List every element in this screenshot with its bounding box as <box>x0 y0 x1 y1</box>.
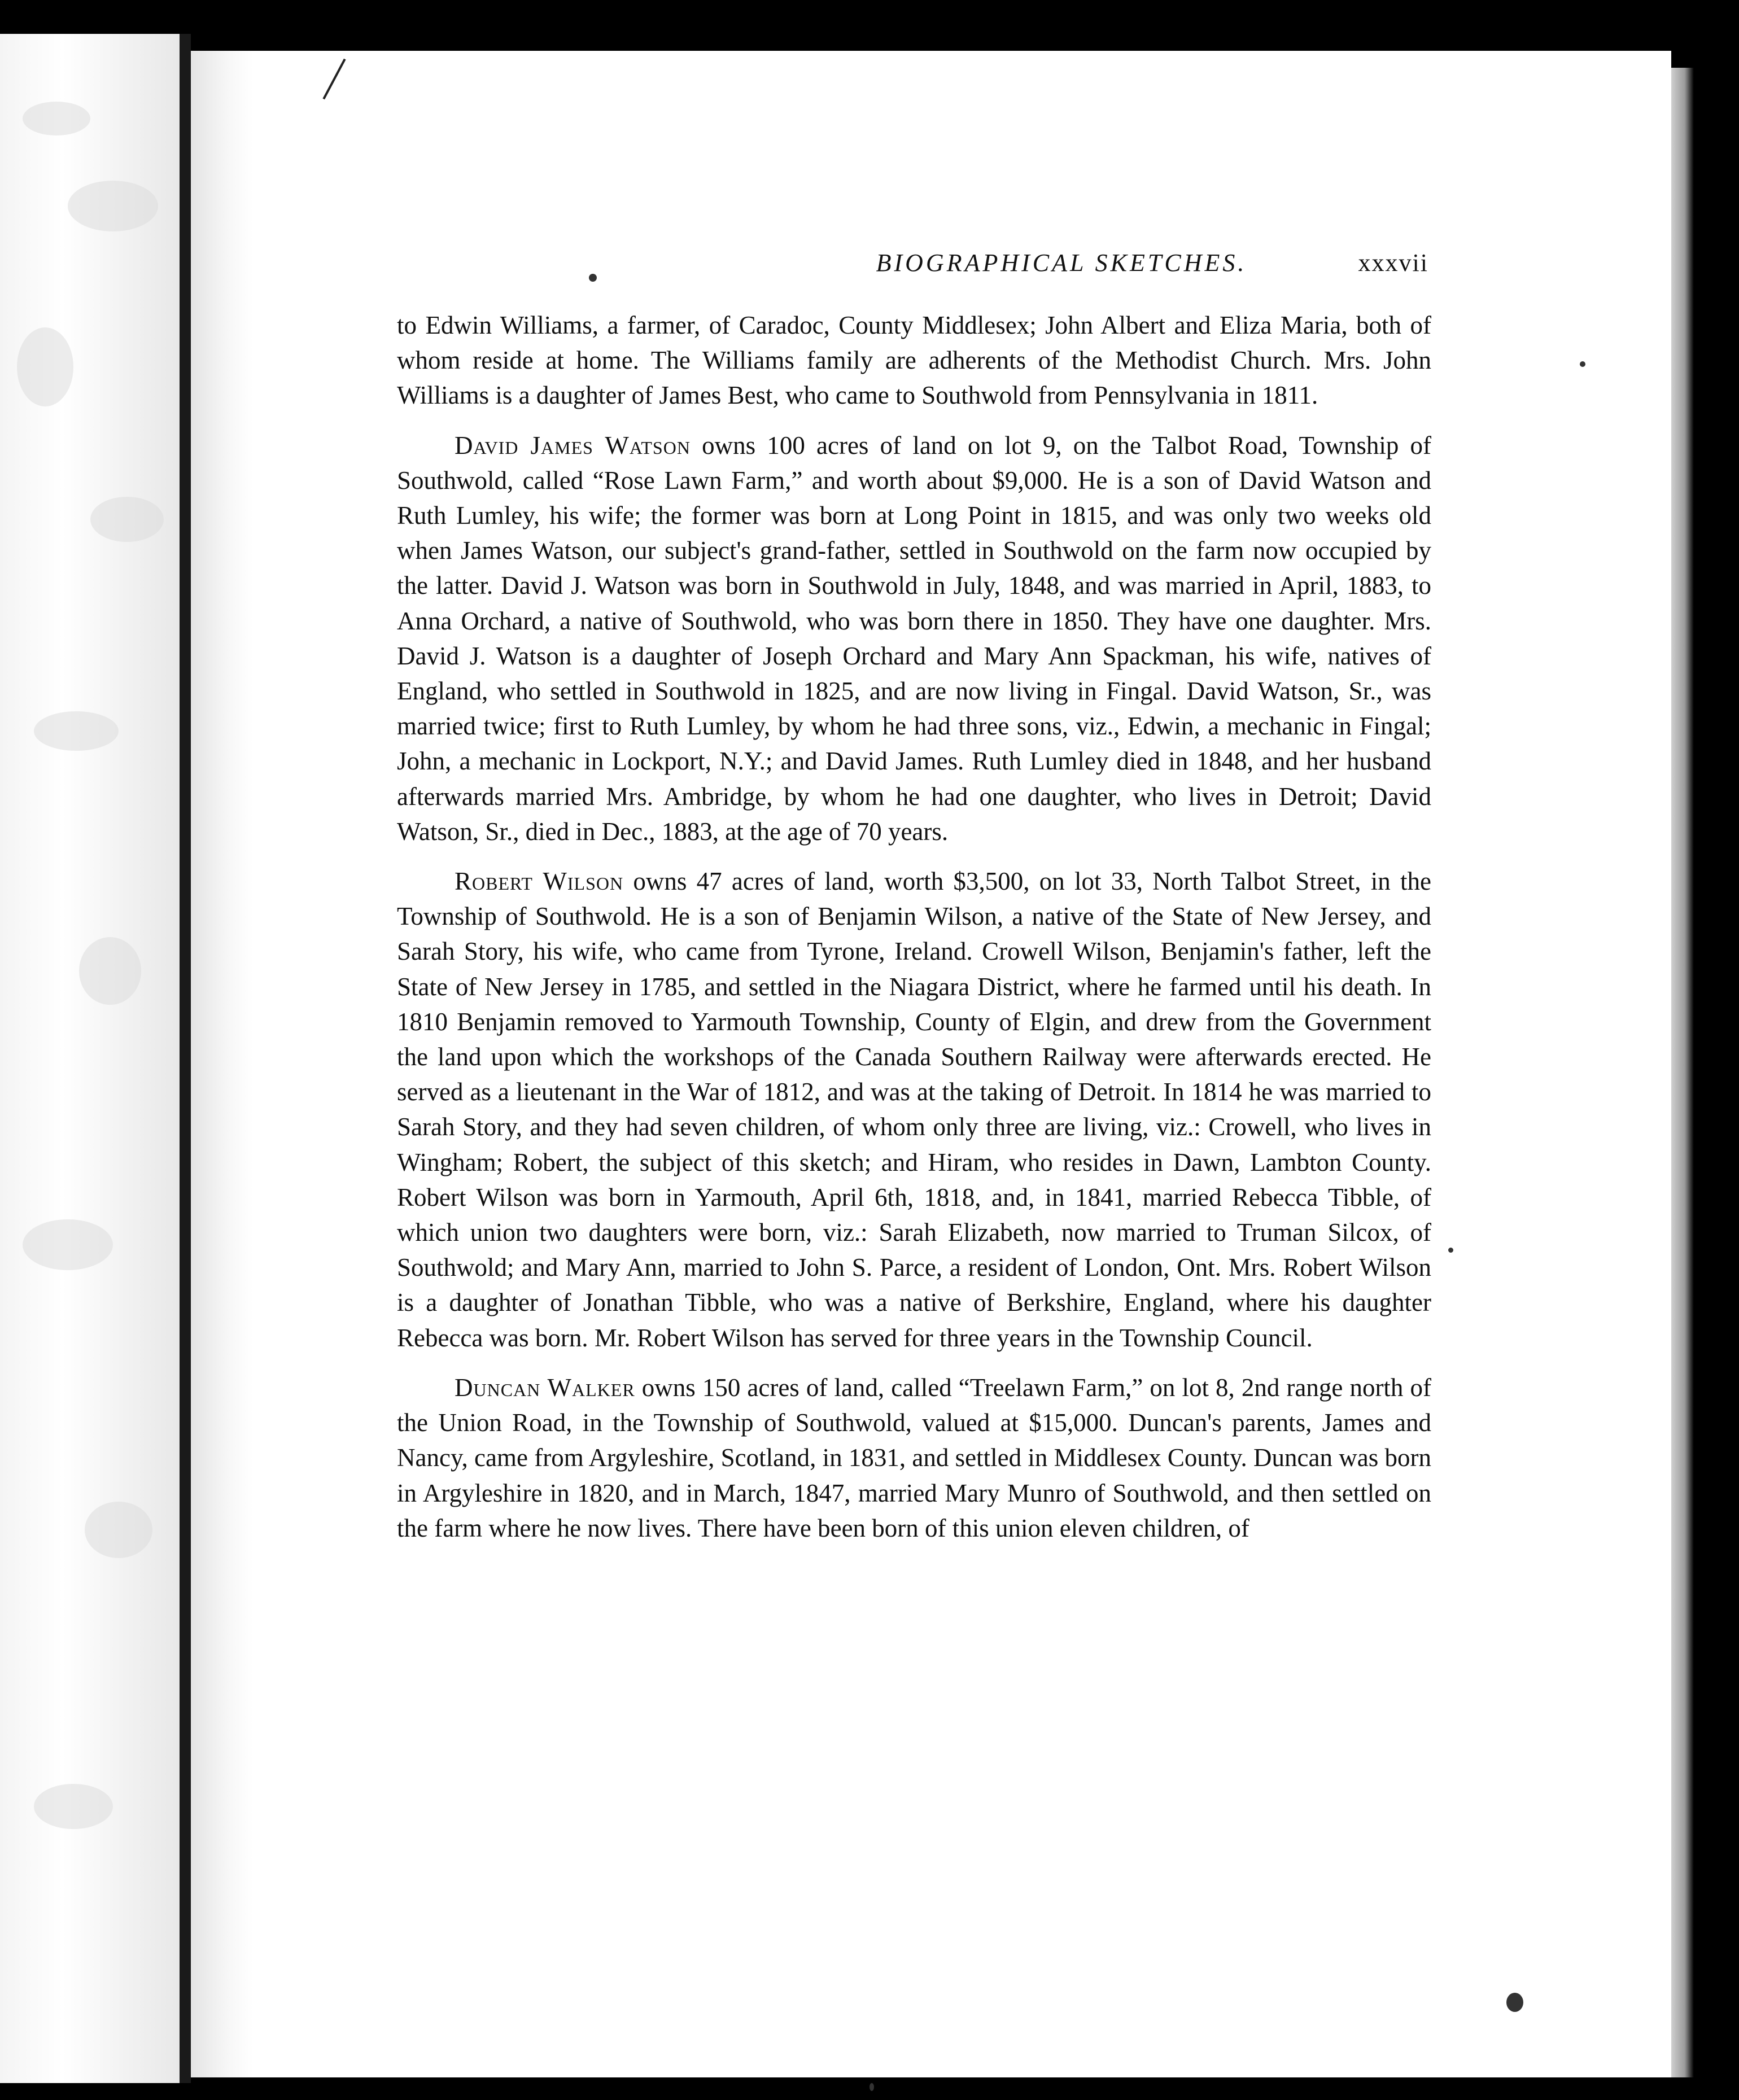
page-number: xxxvii <box>1358 249 1428 277</box>
ink-speck <box>1580 361 1585 367</box>
facing-page-margin <box>0 34 180 2083</box>
ink-speck <box>589 274 597 282</box>
paragraph-david-james-watson <box>397 428 1431 849</box>
ink-speck <box>869 2083 874 2091</box>
body-text <box>397 308 1431 1546</box>
paragraph-text: owns 100 acres of land on lot 9, on the Talbot Road, Township of Southwold, called “Rose Lawn Farm,” and worth about $9,000. He is a son of David Watson and Ruth Lumley, his wife; the former was born at Long Point in 1815, and was only two weeks old when James Watson, our subject's grand-father, settled in Southwold on the farm now occupied by the latter. David J. Watson was born in Southwold in July, 1848, and was married in April, 1883, to Anna Orchard, a native of Southwold, who was born there in 1850. They have one daughter. Mrs. David J. Watson is a daughter of Joseph Orchard and Mary Ann Spackman, his wife, natives of England, who settled in Southwold in 1825, and are now living in Fingal. David Watson, Sr., was married twice; first to Ruth Lumley, by whom he had three sons, viz., Edwin, a mechanic in Fingal; John, a mechanic in Lockport, N.Y.; and David James. Ruth Lumley died in 1848, and her husband afterwards married Mrs. Ambridge, by whom he had one daughter, who lives in Detroit; David Watson, Sr., died in Dec., 1883, at the age of 70 years. <box>397 431 1432 846</box>
paragraph-robert-wilson <box>397 864 1431 1355</box>
paragraph-text: owns 47 acres of land, worth $3,500, on lot 33, North Talbot Street, in the Township of Southwold. He is a son of Benjamin Wilson, a native of the State of New Jersey, and Sarah Story, his wife, who came from Tyrone, Ireland. Crowell Wilson, Benjamin's father, left the State of New Jersey in 1785, and settled in the Niagara District, where he farmed until his death. In 1810 Benjamin removed to Yarmouth Township, County of Elgin, and drew from the Government the land upon which the workshops of the Canada Southern Railway were afterwards erected. He served as a lieutenant in the War of 1812, and was at the taking of Detroit. In 1814 he was married to Sarah Story, and they had seven children, of whom only three are living, viz.: Crowell, who lives in Wingham; Robert, the subject of this sketch; and Hiram, who resides in Dawn, Lambton County. Robert Wilson was born in Yarmouth, April 6th, 1818, and, in 1841, married Rebecca Tibble, of which union two daughters were born, viz.: Sarah Elizabeth, now married to Truman Silcox, of Southwold; and Mary Ann, married to John S. Parce, a resident of London, Ont. Mrs. Robert Wilson is a daughter of Jonathan Tibble, who was a native of Berkshire, England, where his daughter Rebecca was born. Mr. Robert Wilson has served for three years in the Township Council. <box>397 867 1431 1352</box>
ink-speck <box>1506 1993 1523 2012</box>
binding-gutter <box>180 34 191 2083</box>
paragraph-duncan-walker <box>397 1370 1431 1546</box>
running-title: BIOGRAPHICAL SKETCHES. <box>876 249 1247 277</box>
paragraph-lead: David James Watson <box>455 431 691 460</box>
paragraph-text: owns 150 acres of land, called “Treelawn Farm,” on lot 8, 2nd range north of the Union Road, in the Township of Southwold, valued at $15,000. Duncan's parents, James and Nancy, came from Argyleshire, Scotland, in 1831, and settled in Middlesex County. Duncan was born in Argyleshire in 1820, and in March, 1847, married Mary Munro of Southwold, and then settled on the farm where he now lives. There have been born of this union eleven children, of <box>397 1373 1431 1542</box>
page-inner-shadow <box>191 51 253 2077</box>
paragraph-lead: Duncan Walker <box>455 1373 635 1402</box>
page-edge-shadow <box>1671 68 1694 2077</box>
ink-speck <box>1448 1248 1453 1253</box>
paragraph-lead: Robert Wilson <box>455 867 624 896</box>
paragraph-williams-continued <box>397 308 1431 413</box>
paragraph-text: to Edwin Williams, a farmer, of Caradoc, County Middlesex; John Albert and Eliza Maria, both of whom reside at home. The Williams family are adherents of the Methodist Church. Mrs. John Williams is a daughter of James Best, who came to Southwold from Pennsylvania in 1811. <box>397 311 1431 410</box>
